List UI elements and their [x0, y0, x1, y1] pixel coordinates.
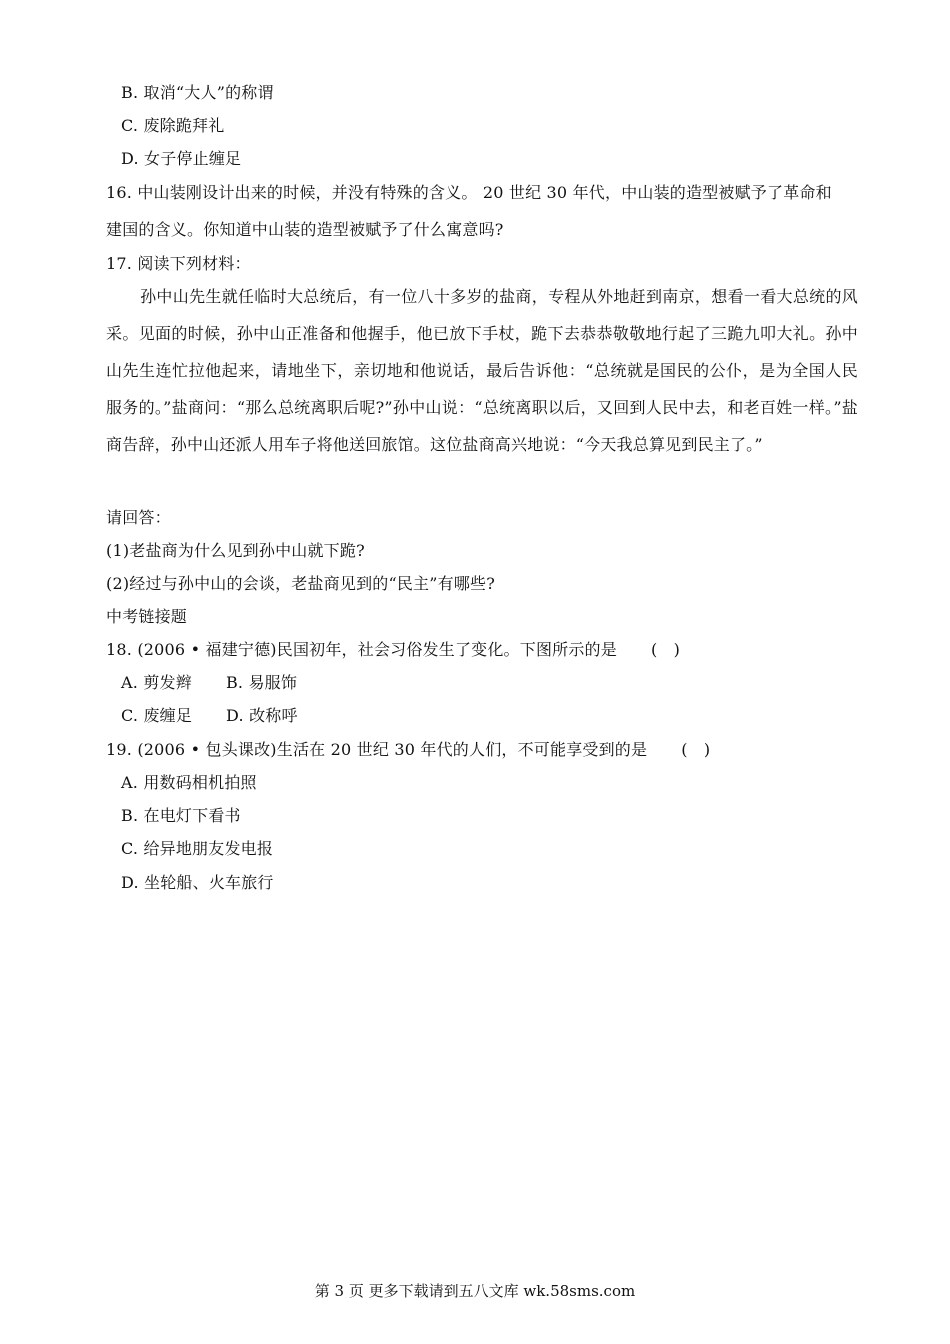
q17-title: 17. 阅读下列材料：: [106, 254, 251, 273]
q18-stem-text: 18. (2006 • 福建宁德)民国初年，社会习俗发生了变化。下图所示的是: [106, 640, 617, 659]
q18-option-d: D. 改称呼: [226, 706, 298, 725]
q17-passage-text: 孙中山先生就任临时大总统后，有一位八十多岁的盐商，专程从外地赶到南京，想看一看大总统的风采。见面的时候，孙中山正准备和他握手，他已放下手杖，跪下去恭恭敬敬地行起了三跪九叩大礼。孙中山先生连忙拉他起来，请地坐下，亲切地和他说话，最后告诉他：“总统就是国民的公仆，是为全国人民服务的。”盐商问：“那么总统离职后呢?”孙中山说：“总统离职以后，又回到人民中去，和老百姓一样。”盐商告辞，孙中山还派人用车子将他送回旅馆。这位盐商高兴地说：“今天我总算见到民主了。”: [106, 287, 858, 454]
q19-answer-paren: ( ): [681, 740, 711, 759]
q18-stem: [106, 640, 866, 660]
q19-option-d: D. 坐轮船、火车旅行: [121, 873, 274, 892]
q17-passage: [106, 278, 858, 463]
q19-option-a: A. 用数码相机拍照: [121, 773, 257, 792]
q18-options-row-1: [121, 673, 881, 693]
q17-sub-question-1: (1)老盐商为什么见到孙中山就下跪?: [106, 541, 365, 560]
q18-answer-paren: ( ): [650, 640, 681, 659]
page-footer: 第 3 页 更多下载请到五八文库 wk.58sms.com: [314, 1282, 636, 1300]
q18-options-row-2: [121, 706, 881, 726]
q15-option-c: C. 废除跪拜礼: [121, 116, 225, 135]
q19-option-b: B. 在电灯下看书: [121, 806, 241, 825]
q19-option-c: C. 给异地朋友发电报: [121, 839, 274, 858]
q17-sub-question-2: (2)经过与孙中山的会谈，老盐商见到的“民主”有哪些?: [106, 574, 496, 593]
q15-option-d: D. 女子停止缠足: [121, 149, 242, 168]
q16-line-2: 建国的含义。你知道中山装的造型被赋予了什么寓意吗?: [106, 220, 504, 239]
q19-stem: [106, 740, 866, 760]
q18-option-c: C. 废缠足: [121, 706, 193, 725]
q18-option-b: B. 易服饰: [225, 673, 298, 692]
q15-option-b: B. 取消“大人”的称谓: [121, 83, 274, 102]
q18-option-a: A. 剪发辫: [121, 673, 192, 692]
q17-prompt: 请回答：: [106, 508, 171, 527]
q16-line-1: 16. 中山装刚设计出来的时候，并没有特殊的含义。 20 世纪 30 年代，中山装的造型被赋予了革命和: [106, 183, 832, 202]
q19-stem-text: 19. (2006 • 包头课改)生活在 20 世纪 30 年代的人们，不可能享受到的是: [106, 740, 648, 759]
section-title: 中考链接题: [106, 607, 188, 626]
